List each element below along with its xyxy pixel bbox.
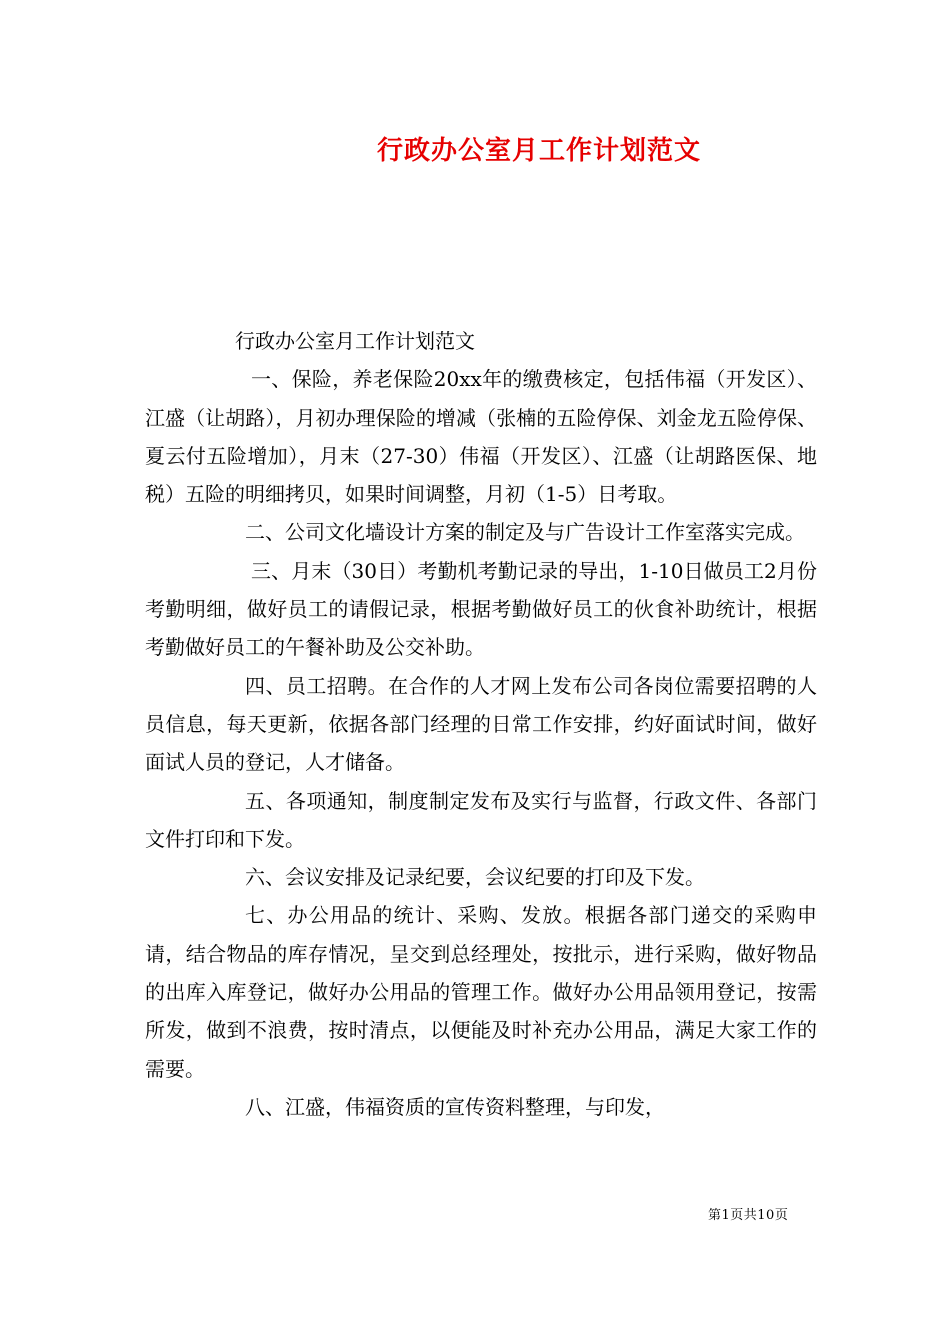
paragraph-5: 五、各项通知，制度制定发布及实行与监督，行政文件、各部门文件打印和下发。 [145,788,817,851]
paragraph-4: 四、员工招聘。在合作的人才网上发布公司各岗位需要招聘的人员信息，每天更新，依据各部门经理的日常工作安排，约好面试时间，做好面试人员的登记，人才储备。 [145,673,817,775]
paragraph-8: 八、江盛，伟福资质的宣传资料整理，与印发， [245,1094,665,1119]
paragraph-2: 二、公司文化墙设计方案的制定及与广告设计工作室落实完成。 [245,520,805,545]
paragraph-7: 七、办公用品的统计、采购、发放。根据各部门递交的采购申请，结合物品的库存情况，呈交到总经理处，按批示，进行采购，做好物品的出库入库登记，做好办公用品的管理工作。做好办公用品领用登记，按需所发，做到不浪费，按时清点，以便能及时补充办公用品，满足大家工作的需要。 [145,903,817,1081]
paragraph-6: 六、会议安排及记录纪要，会议纪要的打印及下发。 [245,865,705,890]
page-number: 第1页共10页 [708,1208,789,1223]
document-body [145,322,817,1126]
paragraph-3: 三、月末（30日）考勤机考勤记录的导出，1-10日做员工2月份考勤明细，做好员工的请假记录，根据考勤做好员工的伙食补助统计，根据考勤做好员工的午餐补助及公交补助。 [145,558,817,660]
paragraph-1: 一、保险，养老保险20xx年的缴费核定，包括伟福（开发区）、江盛（让胡路），月初办理保险的增减（张楠的五险停保、刘金龙五险停保、夏云付五险增加），月末（27-30）伟福（开发区）、江盛（让胡路医保、地税）五险的明细拷贝，如果时间调整，月初（1-5）日考取。 [145,367,817,507]
document-title: 行政办公室月工作计划范文 [376,136,701,166]
document-subtitle: 行政办公室月工作计划范文 [235,329,475,353]
